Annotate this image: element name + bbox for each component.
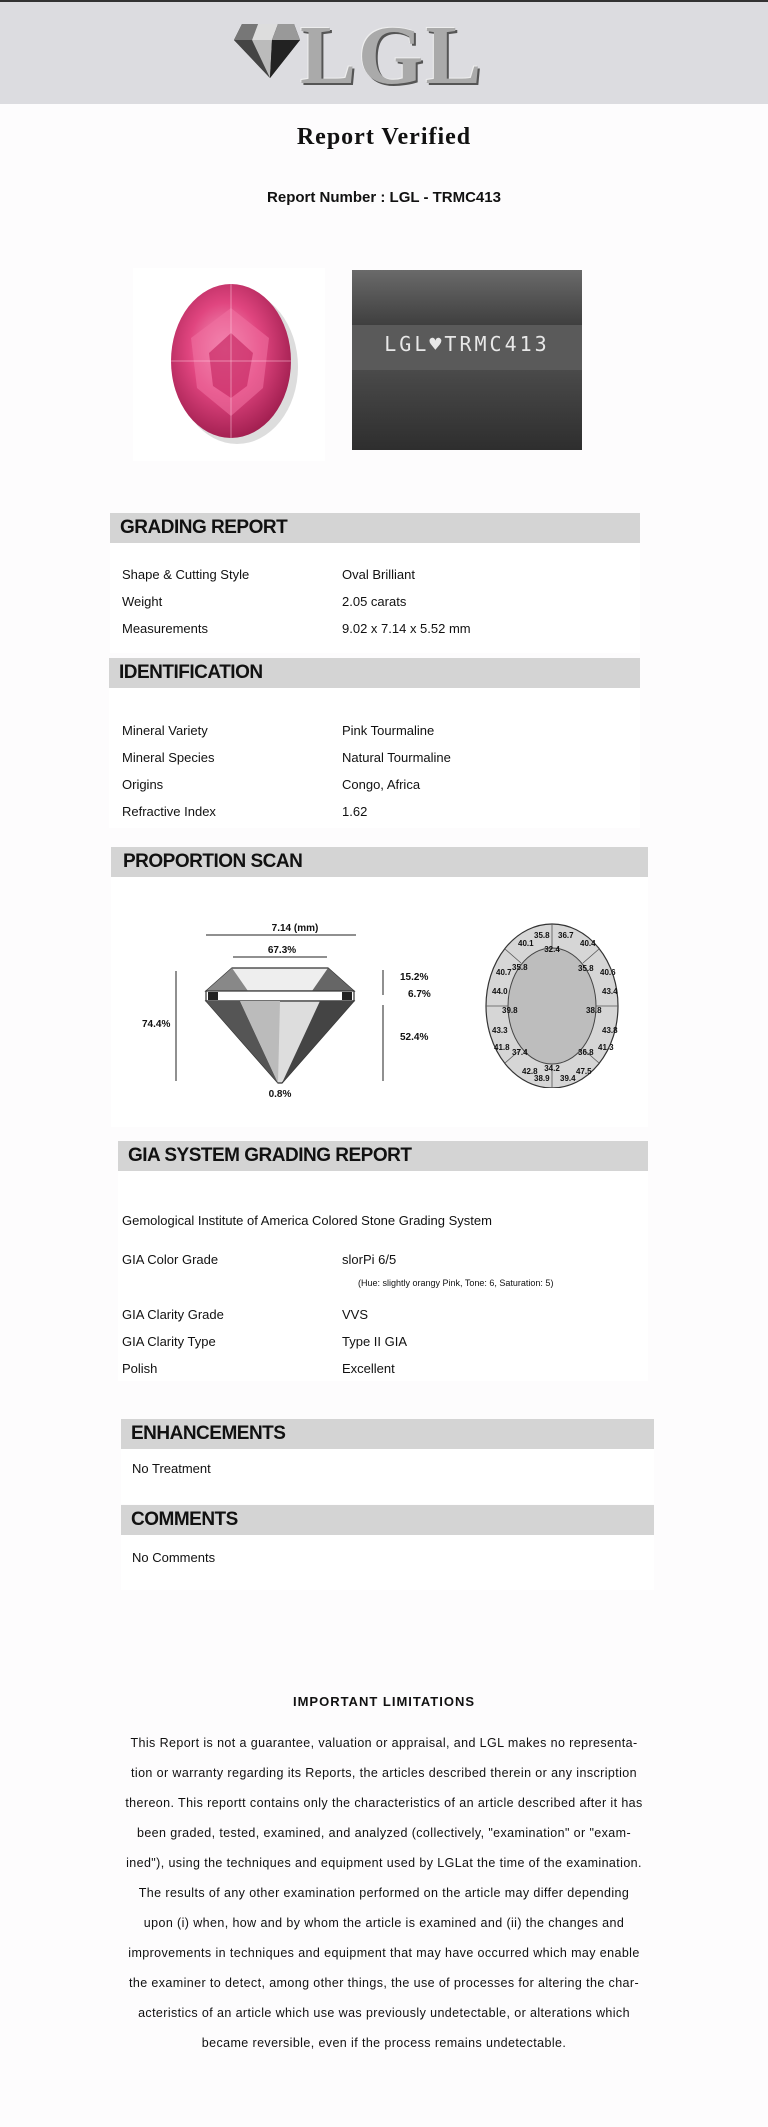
- face-value: 39.8: [502, 1006, 518, 1015]
- table-row: [122, 1307, 642, 1323]
- limitations-line: been graded, tested, examined, and analyzed (collectively, "examination" or "exam-: [136, 1826, 632, 1840]
- table-label: 67.3%: [267, 945, 297, 956]
- table-row: [122, 567, 622, 583]
- face-value: 42.8: [522, 1067, 538, 1076]
- gem-photo: [133, 268, 325, 461]
- face-value: 43.8: [602, 1026, 618, 1035]
- row-value: VVS: [342, 1307, 369, 1322]
- row-label: Polish: [122, 1361, 158, 1376]
- face-value: 40.1: [518, 939, 534, 948]
- row-label: GIA Clarity Grade: [122, 1307, 224, 1322]
- color-note: (Hue: slightly orangy Pink, Tone: 6, Saturation: 5): [358, 1278, 554, 1288]
- row-value: 1.62: [342, 804, 368, 819]
- row-label: Measurements: [122, 621, 208, 636]
- row-label: Mineral Species: [122, 750, 215, 765]
- face-value: 35.8: [578, 964, 594, 973]
- total-depth-label: 74.4%: [142, 1019, 171, 1030]
- row-label: GIA Clarity Type: [122, 1334, 216, 1349]
- face-value: 36.8: [578, 1048, 594, 1057]
- width-label: 7.14 (mm): [271, 923, 319, 934]
- row-label: Mineral Variety: [122, 723, 208, 738]
- face-value: 41.3: [598, 1043, 614, 1052]
- row-label: Shape & Cutting Style: [122, 567, 250, 582]
- face-value: 47.5: [576, 1067, 592, 1076]
- table-row: [122, 1252, 642, 1268]
- face-value: 37.4: [512, 1048, 528, 1057]
- grading-report-panel: [110, 543, 640, 653]
- crown-label: 15.2%: [400, 972, 429, 983]
- row-value: Pink Tourmaline: [342, 723, 435, 738]
- table-row: [122, 594, 622, 610]
- row-value: Natural Tourmaline: [342, 750, 451, 765]
- row-value: Congo, Africa: [342, 777, 421, 792]
- row-value: Oval Brilliant: [342, 567, 415, 582]
- face-value: 43.3: [492, 1026, 508, 1035]
- inscription-text: LGL♥TRMC413: [384, 332, 550, 356]
- limitations-line: thereon. This reportt contains only the characteristics of an article described after it has: [125, 1796, 643, 1810]
- limitations-line: ined"), using the techniques and equipment used by LGLat the time of the examination.: [126, 1856, 642, 1870]
- identification-heading: IDENTIFICATION: [109, 658, 640, 688]
- gia-heading: GIA SYSTEM GRADING REPORT: [118, 1141, 648, 1171]
- logo-text: LGL: [300, 9, 484, 102]
- face-up-diagram: [480, 918, 630, 1088]
- comments-text: No Comments: [132, 1550, 216, 1565]
- limitations-line: acteristics of an article which use was previously undetectable, or alterations which: [138, 2006, 630, 2020]
- row-value: 9.02 x 7.14 x 5.52 mm: [342, 621, 471, 636]
- row-label: Refractive Index: [122, 804, 216, 819]
- limitations-line: tion or warranty regarding its Reports, the articles described therein or any inscription: [131, 1766, 637, 1780]
- face-value: 40.7: [496, 968, 512, 977]
- face-value: 32.4: [544, 945, 560, 954]
- girdle-label: 6.7%: [408, 989, 431, 1000]
- row-label: Weight: [122, 594, 163, 609]
- comments-panel: [121, 1535, 654, 1590]
- proportion-scan-heading: PROPORTION SCAN: [111, 847, 648, 877]
- table-row: [122, 621, 622, 637]
- row-value: Type II GIA: [342, 1334, 408, 1349]
- face-value: 41.8: [494, 1043, 510, 1052]
- face-value: 35.8: [512, 963, 528, 972]
- table-row: [122, 1361, 642, 1377]
- row-value: 2.05 carats: [342, 594, 407, 609]
- inscription-photo: [352, 270, 582, 450]
- identification-panel: [109, 688, 640, 828]
- enhancements-heading: ENHANCEMENTS: [121, 1419, 654, 1449]
- limitations-line: the examiner to detect, among other things, the use of processes for altering the char-: [128, 1976, 640, 1990]
- gia-panel: [118, 1171, 648, 1381]
- enhancements-panel: [121, 1449, 654, 1504]
- gia-intro: Gemological Institute of America Colored Stone Grading System: [122, 1213, 492, 1228]
- limitations-line: This Report is not a guarantee, valuation or appraisal, and LGL makes no representa-: [130, 1736, 638, 1750]
- table-row: [122, 750, 622, 766]
- row-value: slorPi 6/5: [342, 1252, 397, 1267]
- face-value: 34.2: [544, 1064, 560, 1073]
- culet-label: 0.8%: [268, 1089, 292, 1100]
- diamond-logo-icon: [232, 18, 302, 82]
- profile-diagram: [120, 895, 450, 1125]
- limitations-line: upon (i) when, how and by whom the article is examined and (ii) the changes and: [143, 1916, 625, 1930]
- table-row: [122, 1334, 642, 1350]
- table-row: [122, 723, 622, 739]
- face-value: 39.4: [560, 1074, 576, 1083]
- limitations-line: The results of any other examination performed on the article may differ depending: [138, 1886, 630, 1900]
- row-label: Origins: [122, 777, 164, 792]
- comments-heading: COMMENTS: [121, 1505, 654, 1535]
- face-value: 38.9: [534, 1074, 550, 1083]
- report-number: Report Number : LGL - TRMC413: [267, 189, 501, 206]
- face-value: 44.0: [492, 987, 508, 996]
- face-value: 35.8: [534, 931, 550, 940]
- pavilion-label: 52.4%: [400, 1032, 429, 1043]
- limitations-line: became reversible, even if the process remains undetectable.: [201, 2036, 567, 2050]
- face-value: 43.4: [602, 987, 618, 996]
- page-title: Report Verified: [296, 124, 472, 150]
- face-value: 40.6: [600, 968, 616, 977]
- limitations-line: improvements in techniques and equipment that may have occurred which may enable: [128, 1946, 640, 1960]
- grading-report-heading: GRADING REPORT: [110, 513, 640, 543]
- limitations-heading: IMPORTANT LIMITATIONS: [292, 1694, 476, 1709]
- face-value: 40.4: [580, 939, 596, 948]
- row-value: Excellent: [342, 1361, 395, 1376]
- row-label: GIA Color Grade: [122, 1252, 219, 1267]
- enhancements-text: No Treatment: [132, 1461, 211, 1476]
- face-value: 36.7: [558, 931, 574, 940]
- table-row: [122, 804, 622, 820]
- face-value: 38.8: [586, 1006, 602, 1015]
- table-row: [122, 777, 622, 793]
